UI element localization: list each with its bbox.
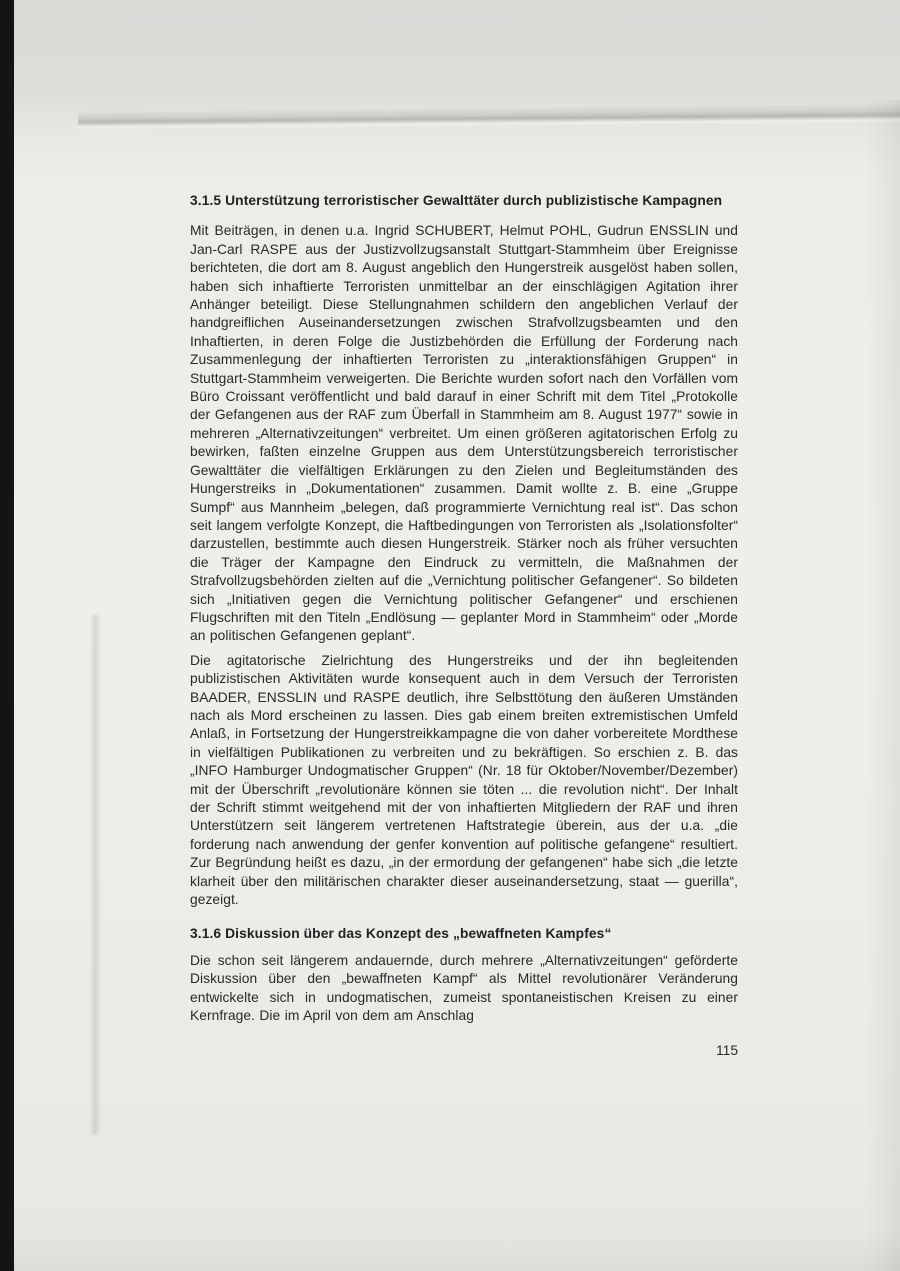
scan-bottom-edge-shading xyxy=(14,1229,900,1271)
page-number: 115 xyxy=(716,1043,738,1059)
paragraph: Die schon seit längerem andauernde, durch mehrere „Alternativzeitungen“ geförderte Diskussion über den „bewaffneten Kampf“ als Mittel revolutionärer Veränderung entwickelte sich in undogmatischen, zumeist spontaneistischen Kreisen zu einer Kernfrage. Die im April von dem am Anschlag xyxy=(190,952,738,1024)
paragraph: Die agitatorische Zielrichtung des Hungerstreiks und der ihn begleitenden publizistischen Aktivitäten wurde konsequent auch in dem Versuch der Terroristen BAADER, ENSSLIN und RASPE deutlich, ihre Selbsttötung den äußeren Umständen nach als Mord erscheinen zu lassen. Dies gab einem breiten extremistischen Umfeld Anlaß, in Fortsetzung der Hungerstreikkampagne die von daher vorbereitete Mordthese in vielfältigen Publikationen zu verbreiten und zu bekräftigen. So erschien z. B. das „INFO Hamburger Undogmatischer Gruppen“ (Nr. 18 für Oktober/November/Dezember) mit der Überschrift „revolutionäre können sie töten ... die revolution nicht“. Der Inhalt der Schrift stimmt weitgehend mit der von inhaftierten Mitgliedern der RAF und ihren Unterstützern seit längerem vertretenen Haftstrategie überein, aus der u.a. „die forderung nach anwendung der genfer konvention auf politische gefangene“ resultiert. Zur Begründung heißt es dazu, „in der ermordung der gefangenen“ habe sich „die letzte klarheit über den militärischen charakter dieser auseinandersetzung, staat — guerilla“, gezeigt. xyxy=(190,652,738,908)
paragraph: Mit Beiträgen, in denen u.a. Ingrid SCHUBERT, Helmut POHL, Gudrun ENSSLIN und Jan-Carl RASPE aus der Justizvollzugsanstalt Stuttgart-Stammheim über Ereignisse berichteten, die dort am 8. August angeblich den Hungerstreik ausgelöst haben sollen, haben sich inhaftierte Terroristen unmittelbar an der einschlägigen Agitation ihrer Anhänger beteiligt. Diese Stellungnahmen schildern den angeblichen Verlauf der handgreiflichen Auseinandersetzungen zwischen Strafvollzugsbeamten und den Inhaftierten, in deren Folge die Justizbehörden die Erfüllung der Forderung nach Zusammenlegung der inhaftierten Terroristen zu „interaktionsfähigen Gruppen“ in Stuttgart-Stammheim verweigerten. Die Berichte wurden sofort nach den Vorfällen vom Büro Croissant veröffentlicht und bald darauf in einer Schrift mit dem Titel „Protokolle der Gefangenen aus der RAF zum Überfall in Stammheim am 8. August 1977“ sowie in mehreren „Alternativzeitungen“ verbreitet. Um einen größeren agitatorischen Erfolg zu bewirken, faßten einzelne Gruppen aus dem Unterstützungsbereich terroristischer Gewalttäter die vielfältigen Erklärungen zu den Zielen und Begleitumständen des Hungerstreiks in „Dokumentationen“ zusammen. Damit wollte z. B. eine „Gruppe Sumpf“ aus Mannheim „belegen, daß programmierte Vernichtung real ist“. Das schon seit langem verfolgte Konzept, die Haftbedingungen von Terroristen als „Isolationsfolter“ darzustellen, bestimmte auch diesen Hungerstreik. Stärker noch als früher versuchten die Träger der Kampagne den Eindruck zu vermitteln, die Maßnahmen der Strafvollzugsbehörden zielten auf die „Vernichtung politischer Gefangener“. So bildeten sich „Initiativen gegen die Vernichtung politischer Gefangener“ und erschienen Flugschriften mit den Titeln „Endlösung — geplanter Mord in Stammheim“ oder „Morde an politischen Gefangenen geplant“. xyxy=(190,223,738,644)
scan-left-edge xyxy=(0,0,14,1271)
scan-right-edge-shading xyxy=(866,100,900,1271)
page-gutter-shadow xyxy=(90,615,101,1135)
section-heading-3-1-5: 3.1.5 Unterstützung terroristischer Gewalttäter durch publizistische Kampagnen xyxy=(190,193,723,208)
page-content xyxy=(190,192,738,1058)
page-fold-crease xyxy=(78,103,900,130)
section-heading-3-1-6: 3.1.6 Diskussion über das Konzept des „bewaffneten Kampfes“ xyxy=(190,926,612,942)
